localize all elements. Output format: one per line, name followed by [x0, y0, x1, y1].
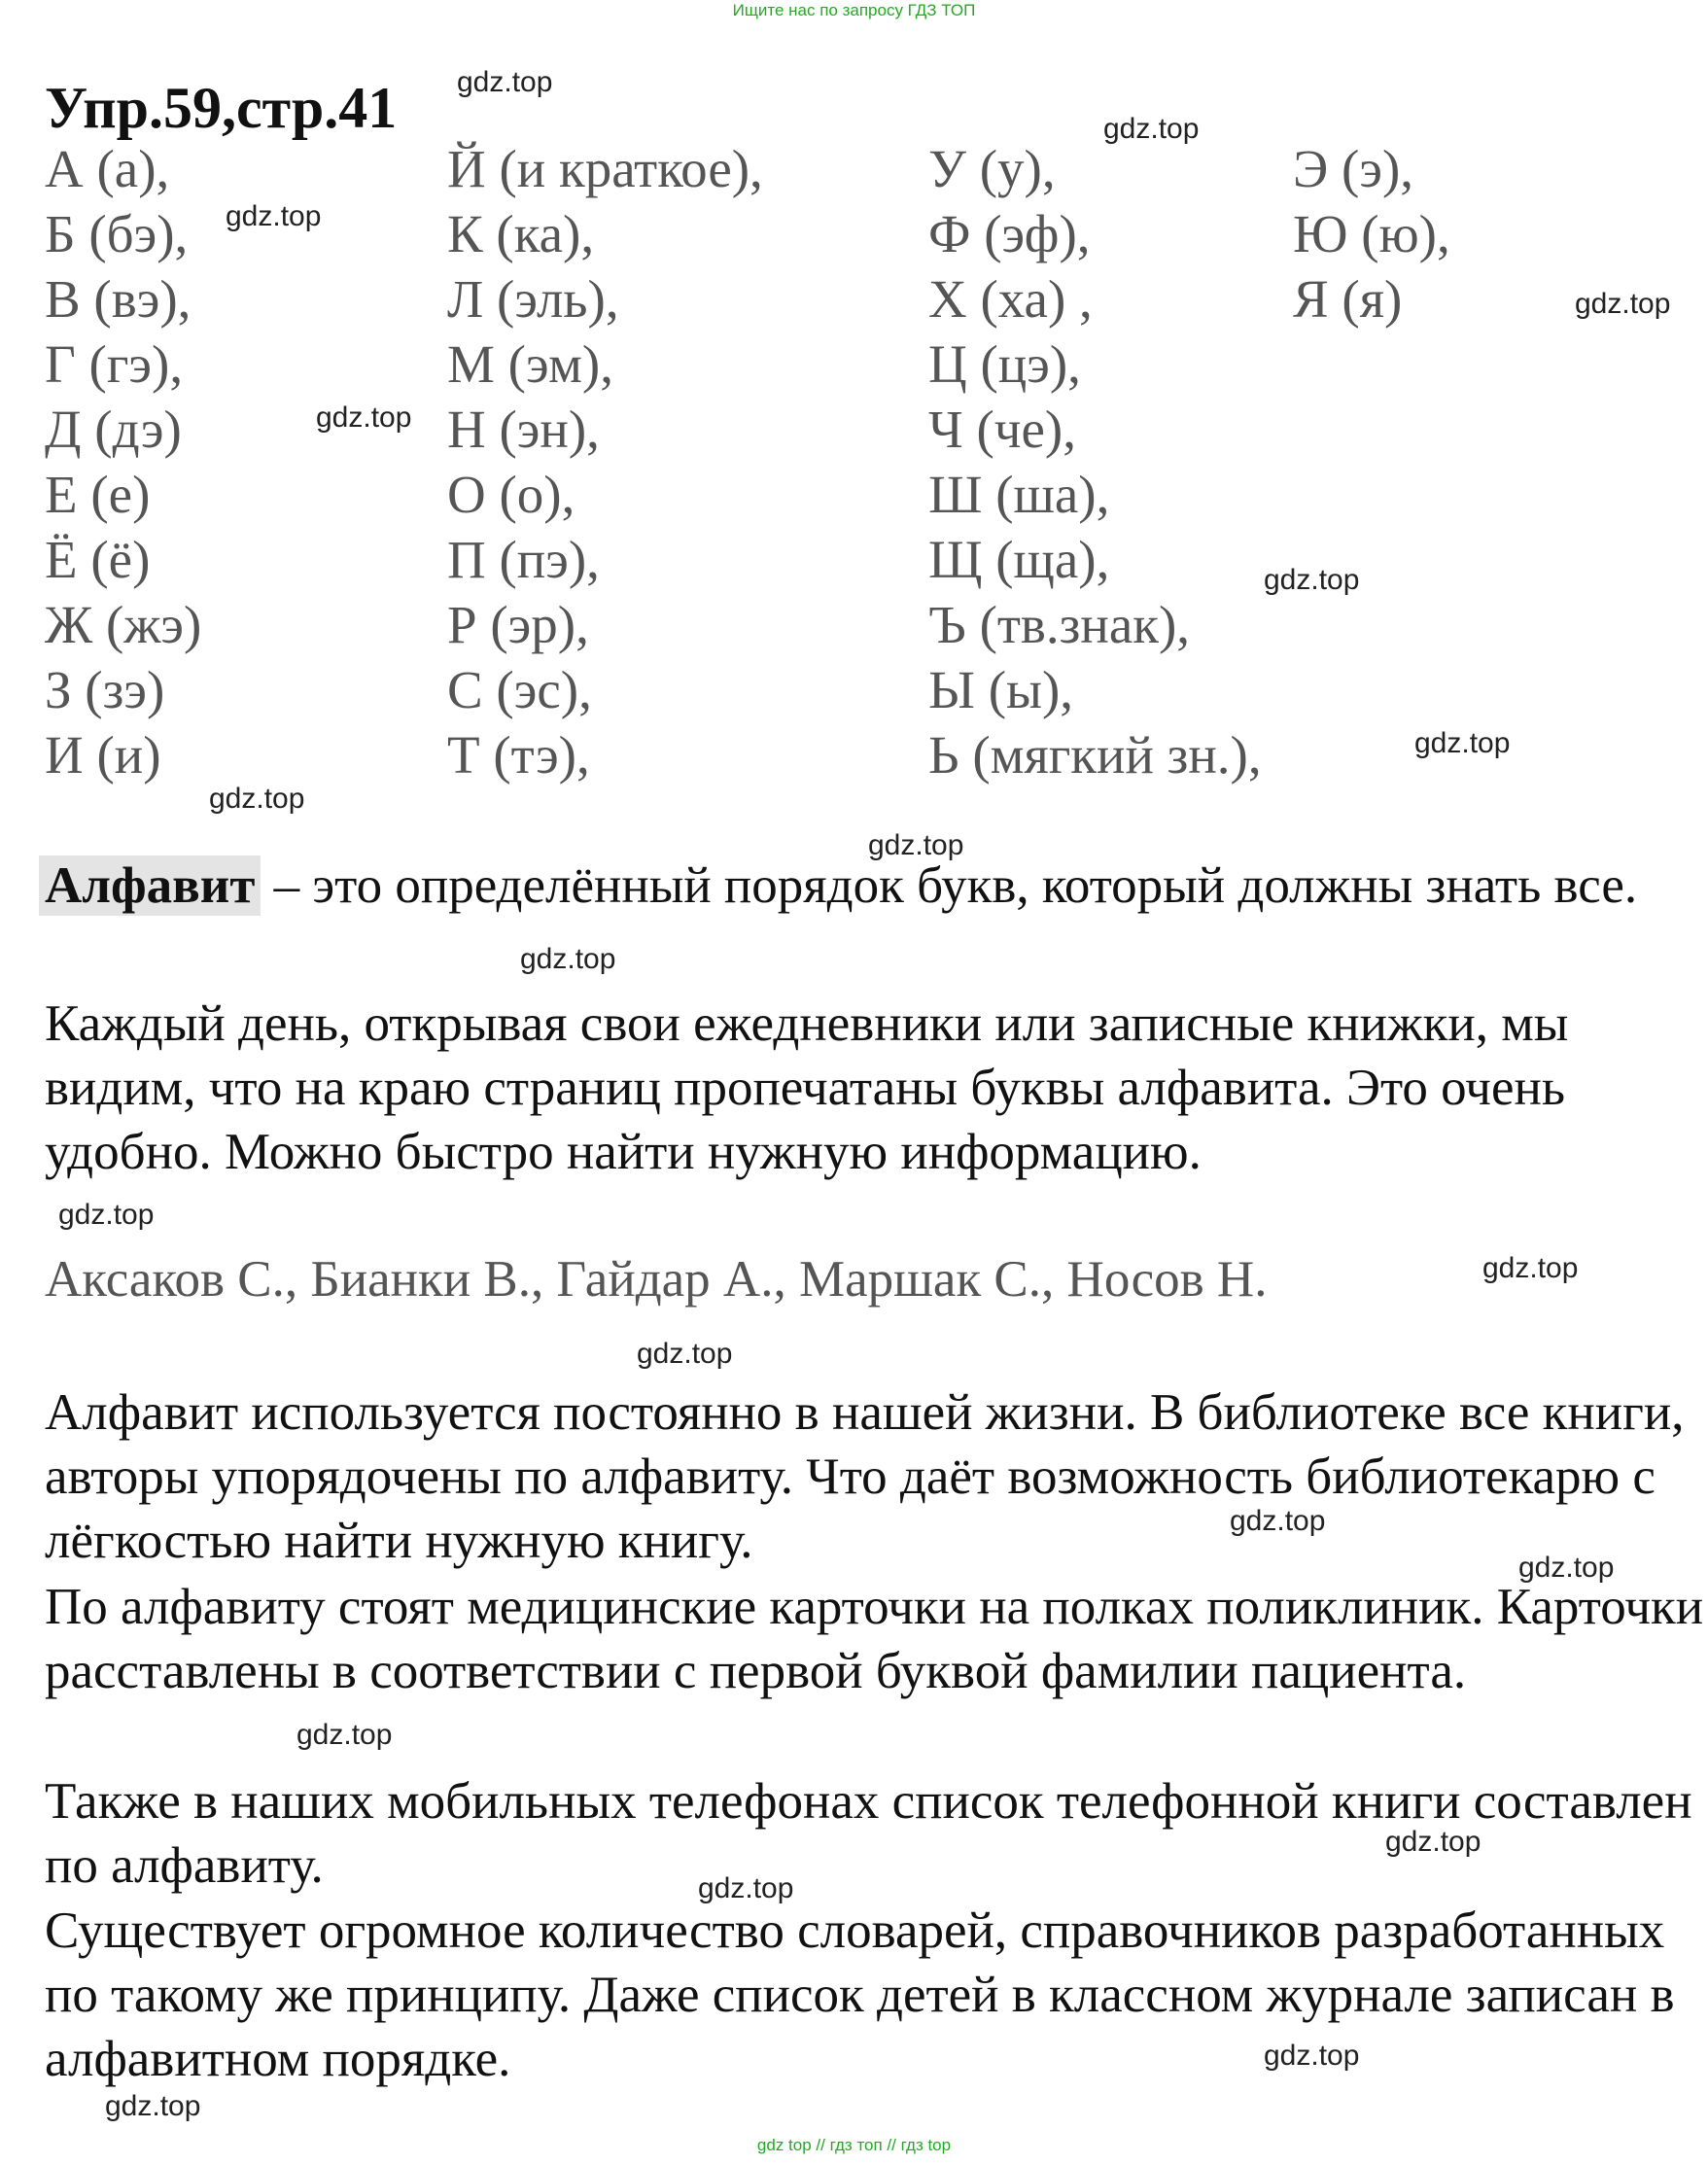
letter-entry: Р (эр), [447, 595, 589, 654]
watermark: gdz.top [1103, 113, 1200, 145]
watermark: gdz.top [1230, 1505, 1326, 1537]
watermark: gdz.top [457, 66, 553, 98]
letter-entry: Й (и краткое), [447, 139, 763, 198]
watermark: gdz.top [637, 1338, 733, 1370]
letter-entry: Я (я) [1293, 269, 1403, 329]
alphabet-column-3 [928, 136, 1262, 787]
letter-entry: А (а), [45, 139, 170, 198]
paragraph-library: Алфавит используется постоянно в нашей жизни. В библиотеке все книги, авторы упорядочены по алфавиту. Что даёт возможность библиотекарю с лёгкостью найти нужную книгу. [45, 1384, 1685, 1569]
letter-entry: К (ка), [447, 204, 595, 263]
letter-entry: М (эм), [447, 334, 613, 394]
alphabet-column-1 [45, 136, 201, 787]
letter-entry: Ц (цэ), [928, 334, 1081, 394]
letter-entry: Е (е) [45, 465, 151, 524]
search-hint: Ищите нас по запросу ГДЗ ТОП [732, 1, 976, 19]
alphabet-column-4 [1293, 136, 1450, 332]
watermark: gdz.top [209, 783, 305, 815]
paragraph-clinic: По алфавиту стоят медицинские карточки на полках поликлиник. Карточки расставлены в соответствии с первой буквой фамилии пациента. [45, 1579, 1704, 1699]
paragraph-notebooks: Каждый день, открывая свои ежедневники или записные книжки, мы видим, что на краю страниц пропечатаны буквы алфавита. Это очень удобно. Можно быстро найти нужную информацию. [45, 995, 1569, 1180]
definition-paragraph [16, 854, 1692, 918]
letter-entry: П (пэ), [447, 530, 600, 589]
letter-entry: Н (эн), [447, 400, 600, 459]
letter-entry: Ё (ё) [45, 530, 151, 589]
authors-list: Аксаков С., Бианки В., Гайдар А., Маршак С., Носов Н. [45, 1251, 1268, 1308]
alphabet-grid [0, 136, 1708, 797]
watermark: gdz.top [316, 401, 412, 434]
watermark: gdz.top [1518, 1552, 1615, 1584]
watermark: gdz.top [1264, 564, 1360, 596]
letter-entry: Б (бэ), [45, 204, 189, 263]
letter-entry: Ъ (тв.знак), [928, 595, 1191, 654]
letter-entry: Э (э), [1293, 139, 1414, 198]
watermark: gdz.top [58, 1199, 155, 1231]
letter-entry: Г (гэ), [45, 334, 184, 394]
letter-entry: Ы (ы), [928, 660, 1074, 719]
footer-watermark: gdz top // гдз топ // гдз top [756, 2136, 952, 2154]
definition-text: – это определённый порядок букв, который должны знать все. [261, 857, 1638, 914]
letter-entry: Щ (ща), [928, 530, 1110, 589]
watermark: gdz.top [868, 829, 964, 861]
letter-entry: Ф (эф), [928, 204, 1091, 263]
watermark: gdz.top [520, 943, 616, 975]
letter-entry: У (у), [928, 139, 1056, 198]
watermark: gdz.top [1414, 727, 1511, 759]
paragraph-dictionaries: Существует огромное количество словарей, справочников разработанных по такому же принципу. Даже список детей в классном журнале записан в алфавитном порядке. [45, 1902, 1675, 2087]
watermark: gdz.top [296, 1719, 393, 1751]
letter-entry: Ж (жэ) [45, 595, 202, 654]
watermark: gdz.top [1264, 2040, 1360, 2072]
letter-entry: Ш (ша), [928, 465, 1110, 524]
page-title: Упр.59,стр.41 [45, 76, 398, 140]
letter-entry: Л (эль), [447, 269, 619, 329]
letter-entry: Ь (мягкий зн.), [928, 725, 1262, 785]
letter-entry: Х (ха) , [928, 269, 1093, 329]
watermark: gdz.top [226, 200, 322, 232]
letter-entry: Ю (ю), [1293, 204, 1450, 263]
watermark: gdz.top [1482, 1252, 1579, 1284]
letter-entry: З (зэ) [45, 660, 165, 719]
watermark: gdz.top [1575, 288, 1671, 320]
letter-entry: С (эс), [447, 660, 592, 719]
watermark: gdz.top [698, 1872, 794, 1904]
letter-entry: В (вэ), [45, 269, 192, 329]
watermark: gdz.top [105, 2090, 201, 2122]
letter-entry: О (о), [447, 465, 575, 524]
letter-entry: И (и) [45, 725, 161, 785]
watermark: gdz.top [1385, 1826, 1481, 1858]
letter-entry: Ч (че), [928, 400, 1076, 459]
letter-entry: Д (дэ) [45, 400, 182, 459]
paragraph-phones: Также в наших мобильных телефонах список телефонной книги составлен по алфавиту. [45, 1773, 1692, 1894]
letter-entry: Т (тэ), [447, 725, 590, 785]
definition-term: Алфавит [39, 855, 261, 916]
alphabet-column-2 [447, 136, 763, 787]
